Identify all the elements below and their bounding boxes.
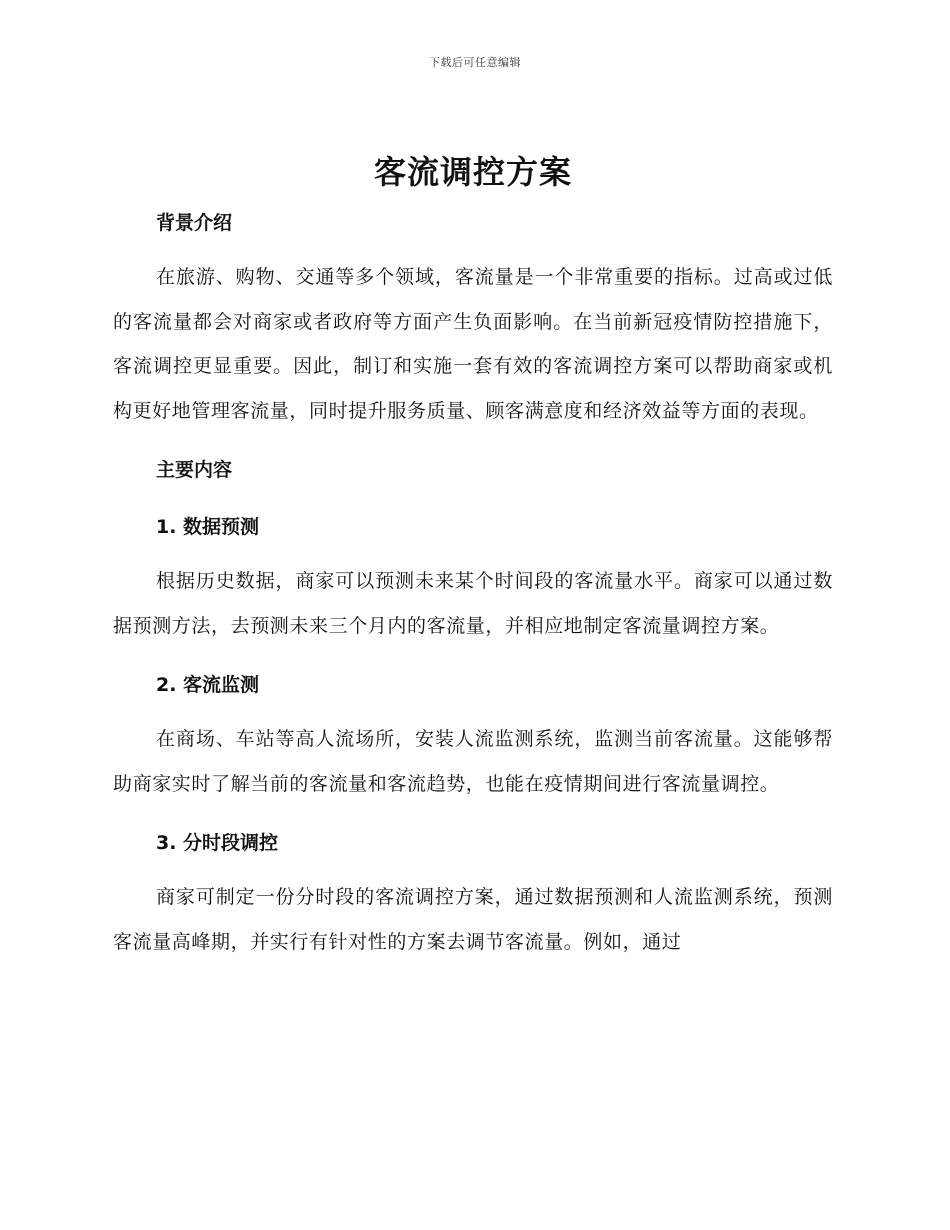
section-heading-background: 背景介绍 bbox=[156, 212, 233, 234]
paragraph-time-slot-control: 商家可制定一份分时段的客流调控方案，通过数据预测和人流监测系统，预测客流量高峰期，并实行有针对性的方案去调节客流量。例如，通过 bbox=[113, 886, 833, 953]
section-heading-flow-monitoring: 2. 客流监测 bbox=[156, 674, 260, 696]
section-heading-time-slot-control: 3. 分时段调控 bbox=[156, 832, 279, 854]
paragraph-data-forecast: 根据历史数据，商家可以预测未来某个时间段的客流量水平。商家可以通过数据预测方法，去预测未来三个月内的客流量，并相应地制定客流量调控方案。 bbox=[113, 570, 833, 637]
section-heading-main-content: 主要内容 bbox=[156, 459, 233, 481]
paragraph-flow-monitoring: 在商场、车站等高人流场所，安装人流监测系统，监测当前客流量。这能够帮助商家实时了解当前的客流量和客流趋势，也能在疫情期间进行客流量调控。 bbox=[113, 728, 833, 795]
document-body bbox=[113, 150, 833, 964]
page-title: 客流调控方案 bbox=[373, 153, 572, 191]
header-note: 下载后可任意编辑 bbox=[429, 56, 521, 69]
paragraph-background: 在旅游、购物、交通等多个领域，客流量是一个非常重要的指标。过高或过低的客流量都会对商家或者政府等方面产生负面影响。在当前新冠疫情防控措施下，客流调控更显重要。因此，制订和实施一套有效的客流调控方案可以帮助商家或机构更好地管理客流量，同时提升服务质量、顾客满意度和经济效益等方面的表现。 bbox=[113, 266, 833, 422]
section-heading-data-forecast: 1. 数据预测 bbox=[156, 516, 260, 538]
